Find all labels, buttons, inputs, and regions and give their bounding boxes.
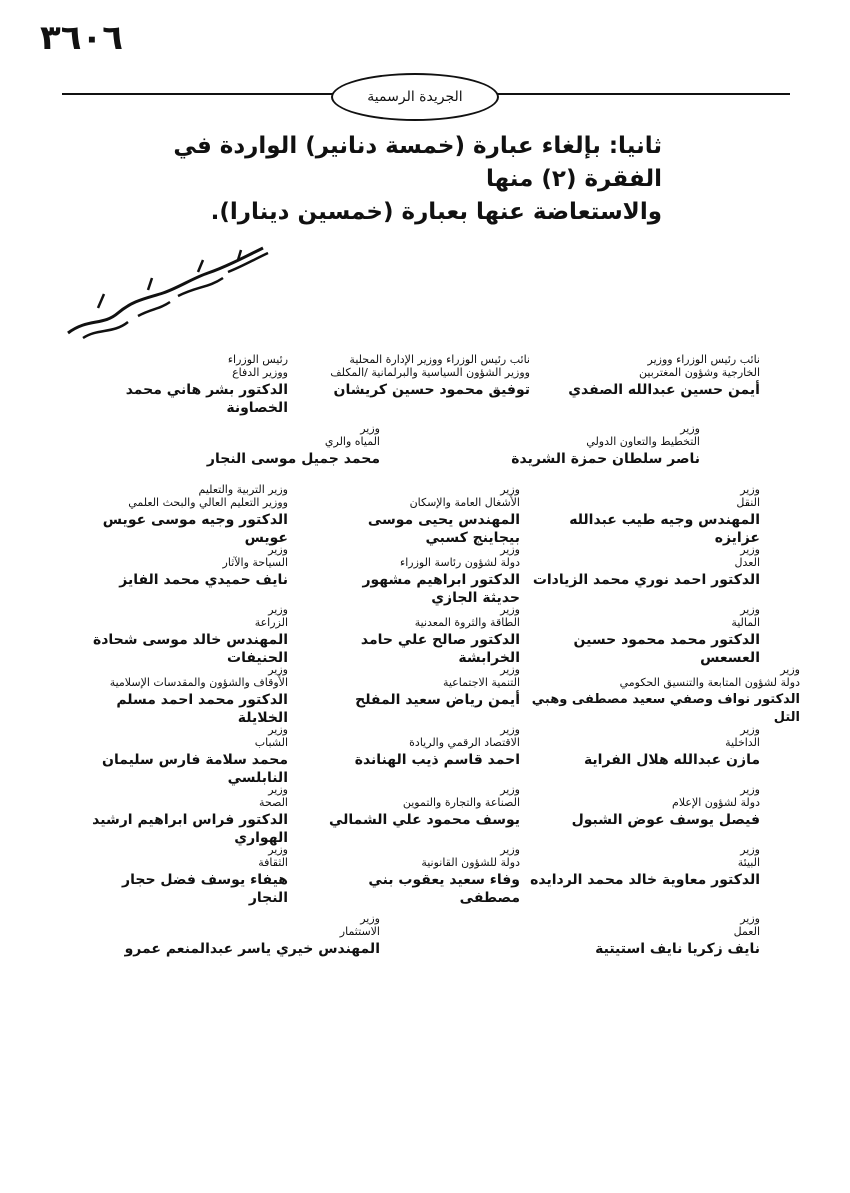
amendment-text — [102, 130, 662, 229]
minister-block — [530, 843, 760, 889]
minister-name: توفيق محمود حسين كريشان — [333, 382, 530, 398]
minister-title: وزير دولة للشؤون القانونية — [421, 843, 520, 869]
minister-name: أيمن رياض سعيد المفلح — [355, 692, 520, 708]
minister-block — [88, 603, 288, 667]
minister-name: فيصل يوسف عوض الشبول — [571, 812, 760, 828]
minister-name: المهندس خالد موسى شحادة الحنيفات — [92, 632, 288, 666]
amendment-line-2: والاستعاضة عنها بعبارة (خمسين دينارا). — [210, 199, 662, 225]
minister-block — [530, 603, 760, 667]
minister-name: مازن عبدالله هلال الفراية — [583, 752, 760, 768]
minister-name: نايف زكريا نايف استيتية — [595, 941, 760, 957]
gazette-name: الجريدة الرسمية — [367, 89, 463, 105]
minister-title: وزير دولة لشؤون المتابعة والتنسيق الحكومي — [619, 663, 800, 689]
amendment-line-1: ثانيا: بإلغاء عبارة (خمسة دنانير) الواردة في الفقرة (٢) منها — [173, 133, 662, 192]
minister-name: الدكتور معاوية خالد محمد الردايده — [530, 872, 760, 888]
minister-title: وزير الاستثمار — [339, 912, 380, 938]
minister-name: الدكتور نواف وصفي سعيد مصطفى وهبي التل — [531, 692, 800, 725]
minister-block — [510, 663, 800, 727]
minister-block — [300, 353, 530, 399]
minister-name: الدكتور صالح علي حامد الخرابشة — [360, 632, 520, 666]
minister-block — [320, 483, 520, 547]
minister-name: وفاء سعيد يعقوب بني مصطفى — [368, 872, 520, 906]
gazette-header-oval — [331, 73, 499, 121]
minister-name: الدكتور وجيه موسى عويس عويس — [102, 512, 288, 546]
minister-title: وزير المالية — [731, 603, 760, 629]
minister-name: الدكتور فراس ابراهيم ارشيد الهواري — [92, 812, 288, 846]
minister-block — [320, 723, 520, 769]
minister-name: محمد سلامة فارس سليمان النابلسي — [102, 752, 288, 786]
minister-title: نائب رئيس الوزراء ووزير الإدارة المحلية ووزير الشؤون السياسية والبرلمانية /المكلف — [330, 353, 530, 379]
minister-name: المهندس يحيى موسى بيجاينج كسبي — [367, 512, 520, 546]
minister-title: وزير الصحة — [259, 783, 288, 809]
minister-title: وزير الطاقة والثروة المعدنية — [414, 603, 520, 629]
minister-block — [530, 353, 760, 399]
minister-title: نائب رئيس الوزراء ووزير الخارجية وشؤون المغتربين — [639, 353, 760, 379]
minister-title: وزير السياحة والآثار — [222, 543, 288, 569]
minister-name: احمد قاسم ذيب الهناندة — [354, 752, 520, 768]
minister-block — [320, 663, 520, 709]
minister-title: وزير الأشغال العامة والإسكان — [409, 483, 520, 509]
minister-title: وزير البيئة — [737, 843, 760, 869]
minister-block — [530, 912, 760, 958]
minister-block — [320, 783, 520, 829]
minister-title: وزير الاقتصاد الرقمي والريادة — [409, 723, 520, 749]
minister-block — [88, 783, 288, 847]
minister-name: نايف حميدي محمد الفايز — [119, 572, 288, 588]
minister-title: وزير التنمية الاجتماعية — [442, 663, 520, 689]
minister-name: هيفاء يوسف فضل حجار النجار — [122, 872, 288, 906]
minister-title: وزير النقل — [736, 483, 760, 509]
minister-block — [88, 353, 288, 417]
minister-name: يوسف محمود علي الشمالي — [328, 812, 520, 828]
royal-signature — [58, 238, 278, 348]
minister-block — [320, 843, 520, 907]
minister-title: وزير المياه والري — [324, 422, 380, 448]
minister-block — [88, 663, 288, 727]
minister-name: ناصر سلطان حمزة الشريدة — [511, 451, 700, 467]
minister-name: أيمن حسين عبدالله الصفدي — [568, 382, 760, 398]
minister-block — [530, 483, 760, 547]
page-number: ٣٦٠٦ — [40, 18, 124, 58]
minister-block — [150, 422, 380, 468]
minister-title: وزير الداخلية — [725, 723, 760, 749]
minister-title: وزير العمل — [733, 912, 760, 938]
minister-name: الدكتور محمد احمد مسلم الخلايلة — [116, 692, 288, 726]
minister-title: وزير الثقافة — [258, 843, 288, 869]
minister-block — [88, 483, 288, 547]
minister-title: وزير الصناعة والتجارة والتموين — [402, 783, 520, 809]
minister-block — [470, 422, 700, 468]
minister-block — [120, 912, 380, 958]
minister-name: محمد جميل موسى النجار — [206, 451, 380, 467]
minister-name: المهندس وجيه طيب عبدالله عزايزه — [569, 512, 760, 546]
minister-block — [88, 723, 288, 787]
minister-block — [88, 843, 288, 907]
minister-name: المهندس خيري ياسر عبدالمنعم عمرو — [124, 941, 380, 957]
minister-block — [530, 783, 760, 829]
minister-title: وزير دولة لشؤون الإعلام — [672, 783, 760, 809]
minister-title: رئيس الوزراء ووزير الدفاع — [227, 353, 288, 379]
minister-title: وزير التخطيط والتعاون الدولي — [586, 422, 700, 448]
minister-title: وزير دولة لشؤون رئاسة الوزراء — [400, 543, 520, 569]
minister-title: وزير التربية والتعليم ووزير التعليم العالي والبحث العلمي — [128, 483, 288, 509]
minister-title: وزير الشباب — [254, 723, 288, 749]
minister-block — [88, 543, 288, 589]
minister-name: الدكتور محمد محمود حسين العسعس — [573, 632, 760, 666]
minister-block — [530, 723, 760, 769]
minister-name: الدكتور ابراهيم مشهور حديثة الجازي — [362, 572, 520, 606]
minister-block — [530, 543, 760, 589]
minister-block — [320, 603, 520, 667]
minister-title: وزير الزراعة — [254, 603, 288, 629]
minister-block — [320, 543, 520, 607]
minister-title: وزير العدل — [734, 543, 760, 569]
minister-title: وزير الأوقاف والشؤون والمقدسات الإسلامية — [109, 663, 288, 689]
minister-name: الدكتور احمد نوري محمد الزيادات — [532, 572, 760, 588]
minister-name: الدكتور بشر هاني محمد الخصاونة — [125, 382, 288, 416]
